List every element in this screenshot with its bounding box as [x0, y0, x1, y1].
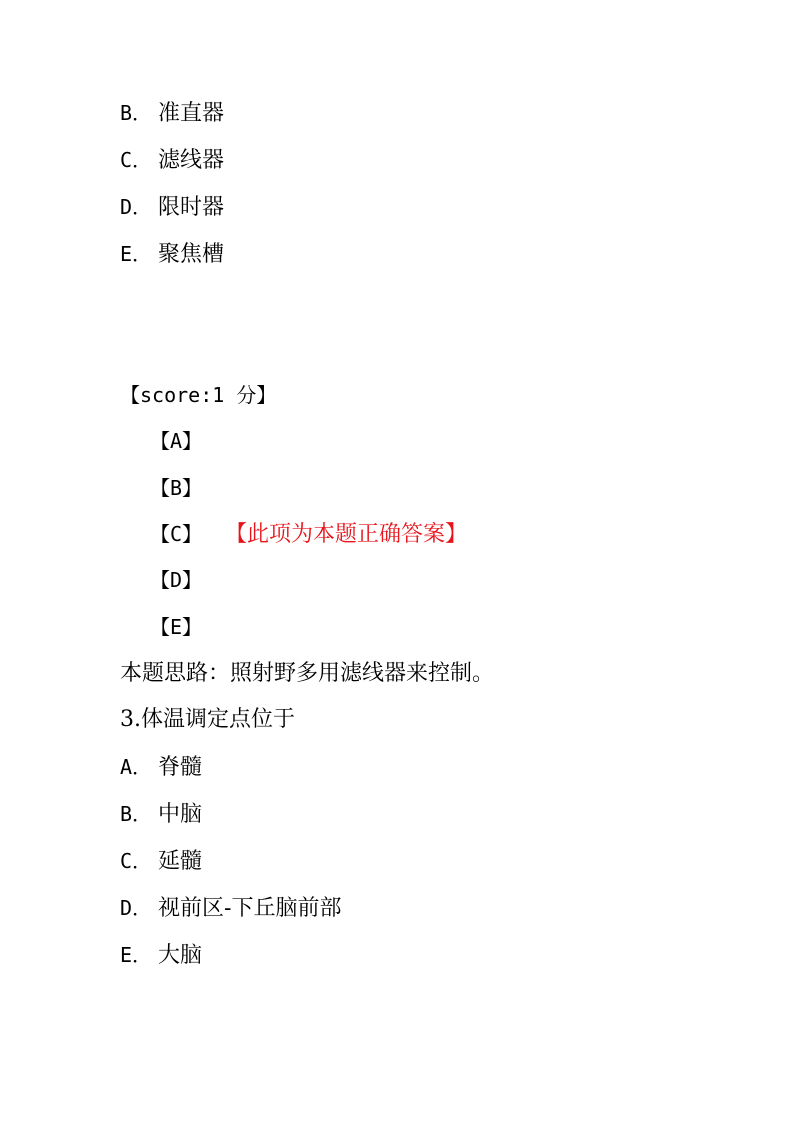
option-letter: B． — [120, 101, 153, 125]
option-letter: C． — [120, 849, 153, 873]
answer-label: 【C】 — [150, 522, 203, 546]
score-label — [120, 380, 276, 410]
option-text: 准直器 — [158, 101, 225, 126]
answer-a — [150, 426, 202, 456]
option-text: 脊髓 — [158, 755, 203, 780]
option-text: 限时器 — [158, 195, 225, 220]
answer-label: 【D】 — [150, 568, 203, 592]
q3-stem: 3.体温调定点位于 — [120, 707, 295, 732]
answer-e — [150, 612, 202, 642]
score-text: 【score:1 分】 — [120, 383, 277, 407]
option-text: 大脑 — [158, 943, 203, 968]
option-letter: E． — [120, 242, 153, 266]
option-text: 中脑 — [158, 802, 203, 827]
explanation: 本题思路：照射野多用滤线器来控制。 — [120, 661, 495, 686]
q2-option-d — [120, 192, 224, 222]
q3-option-d — [120, 893, 341, 923]
q2-option-e — [120, 239, 224, 269]
option-letter: D． — [120, 195, 153, 219]
answer-d — [150, 565, 202, 595]
option-text: 聚焦槽 — [158, 242, 225, 267]
q3-option-a — [120, 752, 202, 782]
option-letter: E． — [120, 943, 153, 967]
option-letter: C． — [120, 148, 153, 172]
answer-b — [150, 473, 202, 503]
correct-answer-note: 【此项为本题正确答案】 — [236, 522, 468, 547]
option-text: 滤线器 — [158, 148, 225, 173]
q3-option-b — [120, 799, 202, 829]
q3-option-e — [120, 940, 202, 970]
option-text: 视前区-下丘脑前部 — [158, 896, 342, 921]
answer-c — [150, 519, 467, 549]
answer-label: 【E】 — [150, 615, 203, 639]
option-letter: A． — [120, 755, 153, 779]
answer-label: 【A】 — [150, 429, 203, 453]
option-letter: B． — [120, 802, 153, 826]
q3-option-c — [120, 846, 202, 876]
q2-option-b — [120, 98, 224, 128]
answer-label: 【B】 — [150, 476, 203, 500]
q2-option-c — [120, 145, 224, 175]
option-text: 延髓 — [158, 849, 203, 874]
option-letter: D． — [120, 896, 153, 920]
